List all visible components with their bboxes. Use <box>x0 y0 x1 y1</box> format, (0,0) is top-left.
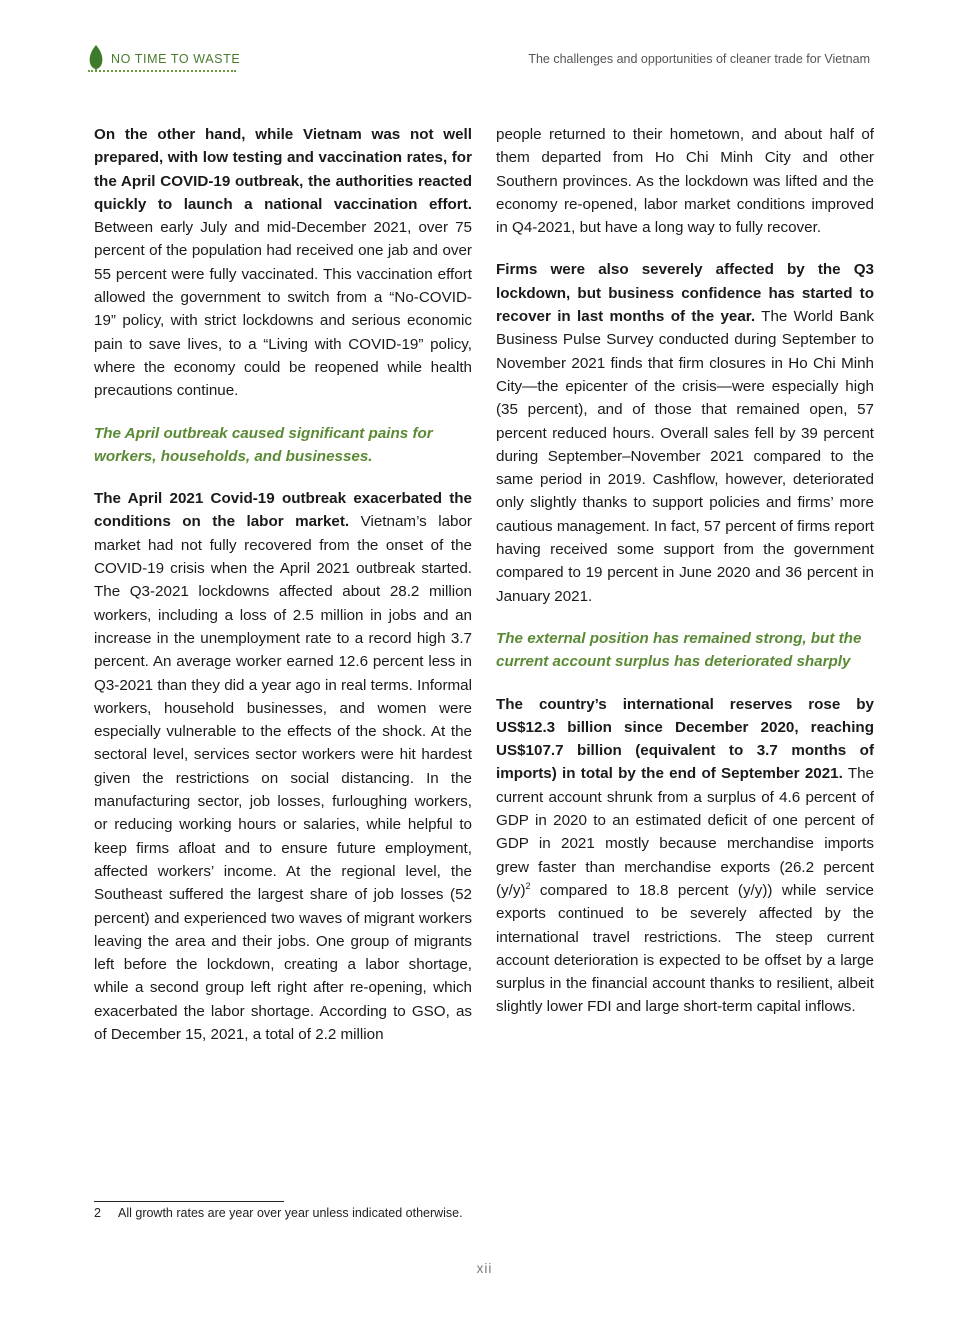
paragraph-body: Vietnam’s labor market had not fully recovered from the onset of the COVID-19 crisis when the April 2021 outbreak started. The Q3-2021 lockdowns affected about 28.2 million workers, including a loss of 2.5 million in jobs and an increase in the unemployment rate to a record high 3.7 percent. An average worker earned 12.6 percent less in Q3-2021 than they did a year ago in real terms. Informal workers, household businesses, and women were especially vulnerable to the effects of the shock. At the sectoral level, services sector workers were hit hardest given the restrictions on social distancing. In the manufacturing sector, job losses, furloughing workers, or reducing working hours or salaries, while helpful to keep firms afloat and to ensure future employment, affected workers’ income. At the regional level, the Southeast suffered the largest share of job losses (52 percent) and experienced two waves of migrant workers leaving the area and their jobs. One group of migrants left before the lockdown, creating a labor shortage, while a second group left right after re-opening, which exacerbated the labor shortage. According to GSO, as of December 15, 2021, a total of 2.2 million <box>94 513 472 1043</box>
right-column <box>496 123 874 1038</box>
paragraph-firms <box>496 258 874 607</box>
paragraph-body-cont: compared to 18.8 percent (y/y)) while service exports continued to be severely affected by the international travel restrictions. The steep current account deterioration is expected to be offset by a large surplus in the financial account thanks to resilient, albeit slightly lower FDI and large short-term capital inflows. <box>496 881 874 1016</box>
paragraph-lead: The country’s international reserves rose by US$12.3 billion since December 2020, reaching US$107.7 billion (equivalent to 3.7 months of imports) in total by the end of September 2021. <box>496 695 874 783</box>
page-header <box>88 44 870 76</box>
footnote-divider <box>94 1201 284 1202</box>
paragraph-reserves <box>496 693 874 1019</box>
brand-dotted-underline <box>88 70 236 72</box>
paragraph-lead: The April 2021 Covid-19 outbreak exacerbated the conditions on the labor market. <box>94 490 472 531</box>
paragraph-continued <box>496 123 874 239</box>
paragraph-body: people returned to their hometown, and about half of them departed from Ho Chi Minh City and other Southern provinces. As the lockdown was lifted and the economy re-opened, labor market conditions improved in Q4-2021, but have a long way to fully recover. <box>496 126 874 237</box>
paragraph-body: The current account shrunk from a surplus of 4.6 percent of GDP in 2020 to an estimated deficit of one percent of GDP in 2021 mostly because merchandise imports grew faster than merchandise exports (26.2 percent (y/y) <box>496 765 874 899</box>
paragraph-labor-market <box>94 487 472 1046</box>
page-number: xii <box>476 1261 493 1276</box>
paragraph-vaccination <box>94 123 472 403</box>
paragraph-body: Between early July and mid-December 2021, over 75 percent of the population had received one jab and over 55 percent were fully vaccinated. This vaccination effort allowed the government to switch from a “No-COVID-19” policy, with strict lockdowns and serious economic pain to save lives, to a “Living with COVID-19” policy, where the economy could be reopened while health precautions continue. <box>94 219 472 400</box>
footnote <box>94 1206 463 1220</box>
paragraph-body: The World Bank Business Pulse Survey conducted during September to November 2021 finds that firm closures in Ho Chi Minh City—the epicenter of the crisis—were especially high (35 percent), and of those that remained open, 57 percent reduced hours. Overall sales fell by 39 percent during September–November 2021 compared to the same period in 2019. Cashflow, however, deteriorated only slightly thanks to support policies and firms’ more cautious management. In fact, 57 percent of firms report having received some support from the government compared to 19 percent in June 2020 and 36 percent in January 2021. <box>496 308 874 605</box>
footnote-number: 2 <box>94 1206 101 1220</box>
footnote-text: All growth rates are year over year unless indicated otherwise. <box>118 1206 463 1220</box>
leaf-icon <box>88 44 104 72</box>
header-document-title: The challenges and opportunities of cleaner trade for Vietnam <box>528 52 870 66</box>
left-column <box>94 123 472 1065</box>
subheading-external-position: The external position has remained strong, but the current account surplus has deteriorated sharply <box>496 629 862 671</box>
brand-title: NO TIME TO WASTE <box>111 52 241 66</box>
brand-logo <box>88 44 240 72</box>
footnote-reference[interactable]: 2 <box>525 880 531 891</box>
subheading-april-outbreak: The April outbreak caused significant pains for workers, households, and businesses. <box>94 424 433 465</box>
paragraph-lead: Firms were also severely affected by the Q3 lockdown, but business confidence has started to recover in last months of the year. <box>496 261 874 326</box>
paragraph-lead: On the other hand, while Vietnam was not well prepared, with low testing and vaccination rates, for the April COVID-19 outbreak, the authorities reacted quickly to launch a national vaccination effort. <box>94 126 472 213</box>
